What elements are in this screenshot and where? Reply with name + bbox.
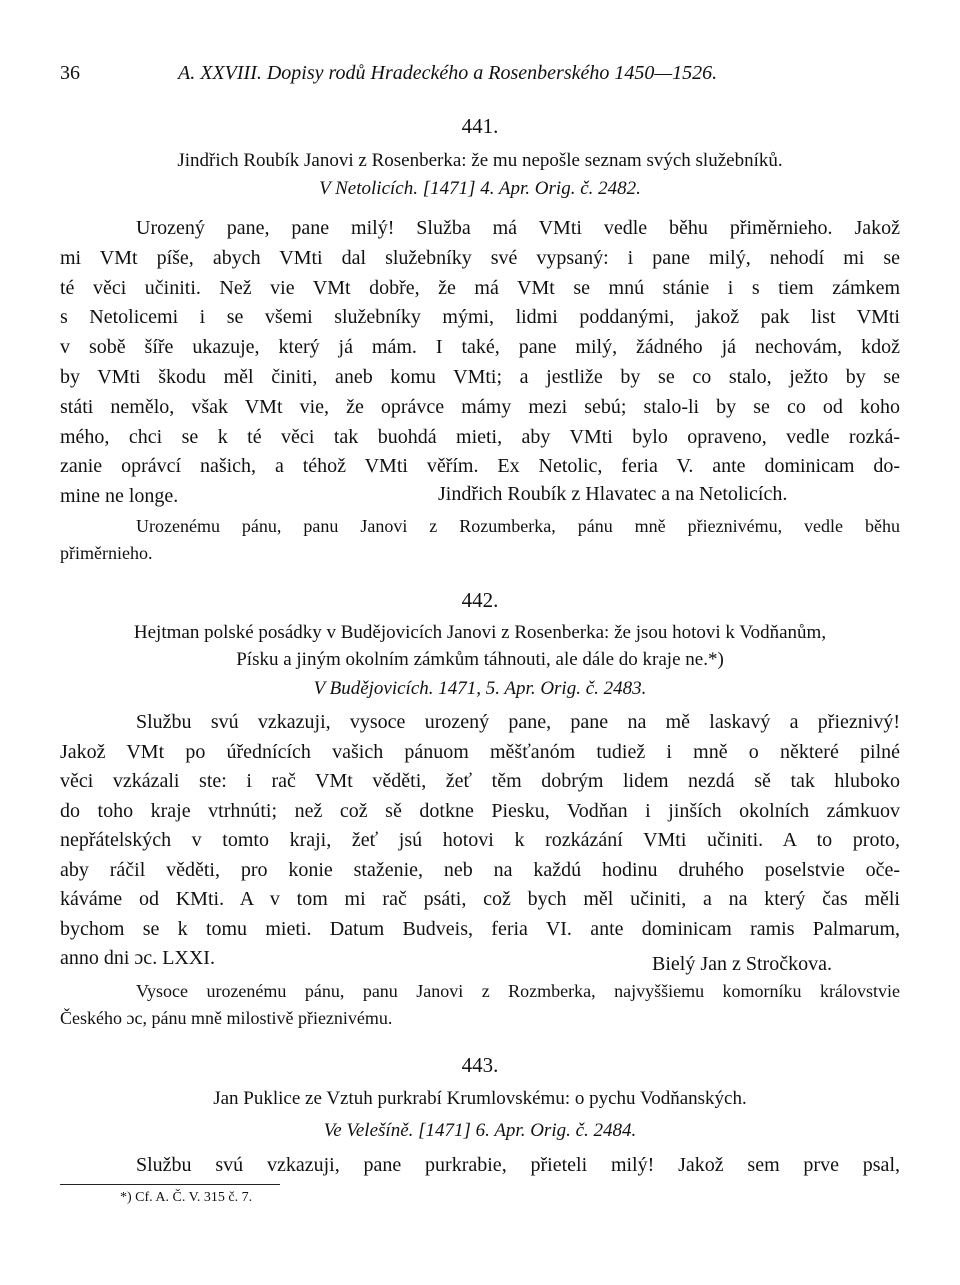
body-line: by VMti škodu měl činiti, aneb komu VMti; a jestliže by se co stalo, ježto by se (60, 365, 900, 388)
body-line: s Netolicemi i se všemi služebníky mými, lidmi poddanými, jakož pak list VMti (60, 306, 900, 329)
body-line: zanie oprávcí našich, a téhož VMti věřím. Ex Netolic, feria V. ante dominicam do- (60, 455, 900, 478)
body-line: mého, chci se k té věci tak buohdá mieti, aby VMti bylo opraveno, vedle rozká- (60, 425, 900, 448)
letter-number-443: 443. (461, 1053, 499, 1077)
body-line: mi VMt píše, abych VMti dal služebníky své vypsaný: i pane milý, nehodí mi se (60, 246, 900, 269)
page-header (60, 62, 900, 92)
letter-442-summary-line: Hejtman polské posádky v Budějovicích Janovi z Rosenberka: že jsou hotovi k Vodňanům, (133, 622, 827, 643)
letter-442-signature: Bielý Jan z Stročkova. (652, 953, 832, 975)
body-line: káváme od KMti. A v tom mi rač psáti, což bych měl učiniti, a na který čas měli (60, 888, 900, 910)
letter-441-summary: Jindřich Roubík Janovi z Rosenberka: že mu nepošle seznam svých služebníků. (177, 150, 783, 171)
letter-442-summary-line: Písku a jiným okolním zámkům táhnouti, ale dále do kraje ne.*) (236, 649, 724, 670)
page-number: 36 (60, 62, 80, 84)
letter-442-body (60, 708, 900, 974)
footnote-rule (60, 1184, 280, 1185)
body-line: Službu svú vzkazuji, vysoce urozený pane, pane na mě laskavý a přieznivý! (136, 711, 900, 733)
letter-441-address (60, 513, 900, 567)
address-line: přiměrnieho. (60, 543, 153, 563)
letter-443-body (60, 1151, 900, 1180)
letter-442-dateline: V Budějovicích. 1471, 5. Apr. Orig. č. 2483. (313, 678, 647, 699)
letter-442-address (60, 978, 900, 1032)
footnote: *) Cf. A. Č. V. 315 č. 7. (120, 1190, 253, 1205)
body-line: Službu svú vzkazuji, pane purkrabie, přieteli milý! Jakož sem prve psal, (136, 1154, 900, 1176)
body-line: v sobě šíře ukazuje, který já mám. I také, pane milý, žádného já nechovám, kdož (60, 336, 900, 359)
body-line: věci vzkázali ste: i rač VMt věděti, žeť těm dobrým lidem nezdá sě tak hluboko (60, 770, 900, 792)
body-line: bychom se k tomu mieti. Datum Budveis, feria VI. ante dominicam ramis Palmarum, (60, 917, 900, 940)
letter-443-summary: Jan Puklice ze Vztuh purkrabí Krumlovskému: o pychu Vodňanských. (213, 1088, 747, 1109)
address-line: Vysoce urozenému pánu, panu Janovi z Rozmberka, najvyššiemu komorníku královstvie (136, 981, 900, 1001)
letter-441-body (60, 214, 900, 512)
letter-number-442: 442. (461, 588, 499, 612)
letter-number-441: 441. (461, 114, 499, 138)
running-title: A. XXVIII. Dopisy rodů Hradeckého a Rosenberského 1450—1526. (178, 62, 718, 84)
body-line: Urozený pane, pane milý! Služba má VMti vedle běhu přiměrnieho. Jakož (136, 217, 900, 239)
body-line: státi nemělo, však VMt vie, že oprávce mámy mezi sebú; stalo-li by se co od koho (60, 395, 900, 418)
letter-441-signature: Jindřich Roubík z Hlavatec a na Netolicích. (438, 483, 788, 505)
body-line: Jakož VMt po úřednících vašich pánuom měšťanóm tudiež i mně o některé pilné (60, 740, 900, 763)
address-line: Urozenému pánu, panu Janovi z Rozumberka, pánu mně přieznivému, vedle běhu (136, 516, 900, 536)
body-line: anno dni ɔc. LXXI. (60, 947, 215, 969)
body-line: do toho kraje vtrhnúti; než což sě dotkne Piesku, Vodňan i jinších okolních zámkuov (60, 799, 900, 822)
body-line: nepřátelských v tomto kraji, žeť jsú hotovi k rozkázání VMti učiniti. A to proto, (60, 829, 900, 851)
address-line: Českého ɔc, pánu mně milostivě přieznivému. (60, 1008, 393, 1028)
body-line: aby ráčil věděti, pro konie staženie, neb na každú hodinu druhého poselstvie oče- (60, 858, 900, 881)
letter-441-dateline: V Netolicích. [1471] 4. Apr. Orig. č. 2482. (319, 178, 641, 199)
body-line: té věci učiniti. Než vie VMt dobře, že má VMt se mnú stánie i s tiem zámkem (60, 276, 900, 299)
letter-443-dateline: Ve Velešíně. [1471] 6. Apr. Orig. č. 2484. (323, 1120, 637, 1141)
body-line: mine ne longe. (60, 485, 179, 508)
